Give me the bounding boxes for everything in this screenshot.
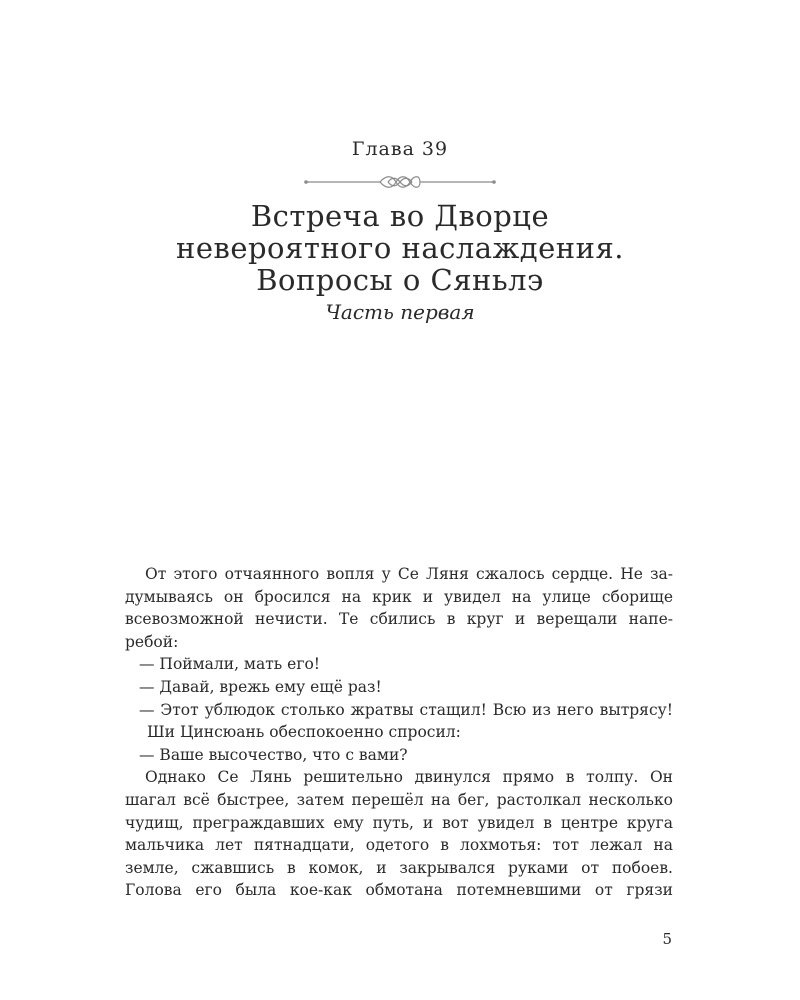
text-line: чудищ, преграждавших ему путь, и вот увидел в центре круга (125, 813, 673, 832)
chapter-title-line: Встреча во Дворце (250, 199, 550, 233)
text-line: Ши Цинсюань обеспокоенно спросил: (147, 723, 461, 742)
text-line: мальчика лет пятнадцати, одетого в лохмотья: тот лежал на (125, 836, 673, 855)
chapter-subtitle: Часть первая (325, 300, 475, 324)
dialogue-line: — Этот ублюдок столько жратвы стащил! Всю из него вытрясу! (139, 700, 673, 719)
body-text (125, 563, 673, 902)
dialogue-line: — Поймали, мать его! (139, 655, 321, 674)
chapter-title-line: невероятного наслаждения. (176, 231, 624, 265)
text-line: Голова его была кое-как обмотана потемневшими от грязи (125, 881, 673, 900)
dialogue-line: — Ваше высочество, что с вами? (139, 745, 408, 764)
dialogue-line: — Давай, врежь ему ещё раз! (139, 677, 382, 696)
text-line: От этого отчаянного вопля у Се Ляня сжалось сердце. Не за- (145, 565, 673, 583)
text-line: Однако Се Лянь решительно двинулся прямо в толпу. Он (145, 768, 673, 787)
knot-divider-icon (300, 172, 500, 192)
text-line: шагал всё быстрее, затем перешёл на бег, растолкал несколько (125, 790, 673, 809)
text-line: думываясь он бросился на крик и увидел на улице сборище (125, 587, 673, 606)
text-line: всевозможной нечисти. Те сбились в круг и верещали напе- (125, 610, 673, 629)
chapter-title (100, 200, 700, 296)
chapter-label: Глава 39 (351, 138, 449, 160)
text-line: ребой: (125, 632, 179, 651)
page-number: 5 (662, 930, 672, 948)
text-line: земле, сжавшись в комок, и закрывался руками от побоев. (125, 858, 673, 877)
chapter-title-line: Вопросы о Сяньлэ (256, 263, 544, 297)
